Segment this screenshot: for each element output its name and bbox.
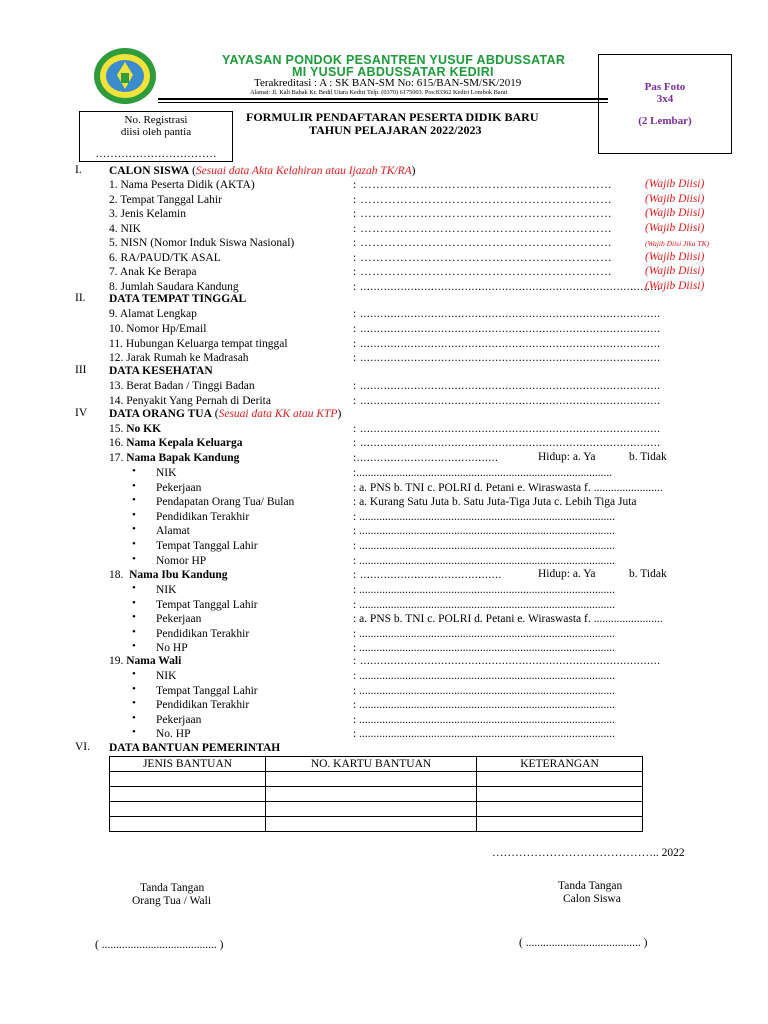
wajib-note: (Wajib Diisi Jika TK) (645, 239, 710, 248)
calon-siswa-label: 7. Anak Ke Berapa (109, 266, 197, 278)
section-6-title: DATA BANTUAN PEMERINTAH (109, 742, 281, 754)
section-1-title (109, 164, 416, 178)
ibu-text: Nama Ibu Kandung (129, 569, 228, 581)
wali-item-label: Tempat Tanggal Lahir (156, 684, 258, 697)
calon-siswa-label: 8. Jumlah Saudara Kandung (109, 280, 239, 293)
section-4-number: IV (75, 407, 88, 419)
bantuan-cell[interactable] (266, 787, 477, 802)
calon-siswa-label: 4. NIK (109, 222, 141, 235)
kesehatan-field[interactable]: : ......................................................................................... (353, 380, 661, 392)
bantuan-col-keterangan: KETERANGAN (477, 757, 643, 772)
bapak-item-field[interactable]: : ......................................................................................... (353, 510, 615, 523)
bapak-bullet: • (132, 538, 136, 550)
section-1-note: Sesuai data Akta Kelahiran atau Ijazah TK/RA (195, 165, 412, 177)
bantuan-cell[interactable] (266, 802, 477, 817)
wali-name-field[interactable]: : ......................................................................................... (353, 655, 661, 667)
bapak-bullet: • (132, 508, 136, 521)
ibu-item-label: NIK (156, 584, 177, 596)
section-2-number: II. (75, 292, 86, 304)
school-address: Alamat: Jl. Kali Babak Kr. Bedil Utara Kediri Telp. (0370) 6175003. Pos:83362 Kediri Lombok Barat (250, 89, 508, 96)
wali-item-label: Pendidikan Terakhir (156, 699, 250, 712)
ibu-name-field[interactable]: : .......................................... (353, 569, 502, 581)
bantuan-col-jenis: JENIS BANTUAN (110, 757, 266, 772)
ibu-item-label: Pendidikan Terakhir (156, 627, 250, 640)
bapak-tidak-option[interactable]: b. Tidak (629, 451, 667, 463)
wajib-note: (Wajib Diisi) (645, 192, 705, 205)
calon-siswa-field[interactable]: : ……………………………………………………… (353, 222, 613, 235)
wali-item-field[interactable]: : ......................................................................................... (353, 699, 615, 712)
no-kk-label (109, 422, 161, 436)
kepala-keluarga-number: 16. (109, 437, 124, 449)
photo-count: (2 Lembar) (638, 115, 692, 127)
bapak-item-label: Tempat Tanggal Lahir (156, 540, 258, 552)
tempat-tinggal-field[interactable]: : ......................................................................................... (353, 337, 661, 350)
bapak-item-label: Nomor HP (156, 554, 207, 567)
bantuan-cell[interactable] (110, 772, 266, 787)
bapak-item-field[interactable]: :......................................................................................... (353, 467, 613, 479)
wali-bullet: • (132, 668, 136, 680)
ibu-item-field[interactable]: : ......................................................................................... (353, 642, 615, 655)
foundation-name: YAYASAN PONDOK PESANTREN YUSUF ABDUSSATAR (222, 53, 566, 67)
bapak-item-label: Pekerjaan (156, 481, 202, 494)
ibu-hidup-option[interactable]: Hidup: a. Ya (538, 568, 596, 580)
bantuan-cell[interactable] (110, 787, 266, 802)
wali-bullet: • (132, 682, 136, 695)
section-1-heading: CALON SISWA (109, 165, 190, 177)
section-4-paren-open: ( (211, 408, 219, 420)
wali-text: Nama Wali (126, 655, 182, 667)
calon-siswa-field[interactable]: : ……………………………………………………… (353, 208, 613, 220)
ibu-bullet: • (132, 611, 136, 624)
wajib-note: (Wajib Diisi) (645, 207, 705, 219)
calon-siswa-field[interactable]: : ……………………………………………………… (353, 179, 613, 191)
bantuan-row[interactable] (110, 817, 643, 832)
no-kk-number: 15. (109, 423, 124, 435)
wajib-note: (Wajib Diisi) (645, 250, 705, 263)
wali-bullet: • (132, 726, 136, 739)
section-3-number: III (75, 364, 87, 376)
ibu-label (109, 568, 228, 582)
registration-label: No. Registrasi (124, 114, 188, 126)
bantuan-row[interactable] (110, 802, 643, 817)
bapak-name-field[interactable]: :.......................................... (353, 452, 499, 464)
calon-siswa-label: 1. Nama Peserta Didik (AKTA) (109, 179, 255, 191)
ibu-item-field[interactable]: : ......................................................................................... (353, 627, 615, 640)
bapak-bullet: • (132, 479, 136, 492)
bapak-bullet: • (132, 523, 136, 536)
ibu-item-field[interactable]: : a. PNS b. TNI c. POLRI d. Petani e. Wiraswasta f. ........................ (353, 613, 663, 626)
bapak-item-field[interactable]: : a. PNS b. TNI c. POLRI d. Petani e. Wiraswasta f. ........................ (353, 481, 663, 494)
ibu-bullet: • (132, 625, 136, 638)
student-signature-label: Tanda Tangan (558, 880, 623, 892)
wali-bullet: • (132, 711, 136, 724)
wali-label (109, 654, 181, 668)
bapak-bullet: • (132, 552, 136, 565)
bapak-label (109, 451, 239, 465)
section-3-title: DATA KESEHATAN (109, 365, 213, 377)
photo-size: 3x4 (656, 93, 674, 105)
bantuan-col-kartu: NO. KARTU BANTUAN (266, 757, 477, 772)
section-1-paren-open: ( (189, 165, 196, 177)
section-4-note: Sesuai data KK atau KTP (218, 408, 338, 420)
bapak-item-label: Pendidikan Terakhir (156, 510, 250, 523)
tempat-tinggal-label: 11. Hubungan Keluarga tempat tinggal (109, 337, 288, 350)
ibu-bullet: • (132, 582, 136, 594)
section-4-title (109, 407, 341, 421)
calon-siswa-field[interactable]: : ……………………………………………………… (353, 251, 613, 264)
bapak-item-field[interactable]: : ......................................................................................... (353, 540, 615, 552)
calon-siswa-label: 3. Jenis Kelamin (109, 208, 186, 220)
registration-number-field[interactable]: …………………………… (95, 148, 217, 160)
wali-bullet: • (132, 697, 136, 710)
section-2-title: DATA TEMPAT TINGGAL (109, 293, 247, 305)
tempat-tinggal-label: 9. Alamat Lengkap (109, 308, 197, 320)
tempat-tinggal-label: 10. Nomor Hp/Email (109, 322, 207, 335)
ibu-item-label: Pekerjaan (156, 613, 202, 626)
bapak-item-field[interactable]: : ......................................................................................... (353, 554, 615, 567)
wali-item-field[interactable]: : ......................................................................................... (353, 728, 615, 741)
bantuan-cell[interactable] (266, 772, 477, 787)
ibu-item-field[interactable]: : ......................................................................................... (353, 598, 615, 611)
bapak-hidup-option[interactable]: Hidup: a. Ya (538, 451, 596, 463)
wali-item-field[interactable]: : ......................................................................................... (353, 713, 615, 726)
no-kk-field[interactable]: : ......................................................................................... (353, 423, 661, 435)
kesehatan-field[interactable]: : ......................................................................................... (353, 394, 661, 407)
form-year: TAHUN PELAJARAN 2022/2023 (309, 123, 482, 137)
wajib-note: (Wajib Diisi) (645, 279, 705, 292)
tempat-tinggal-field[interactable]: : ......................................................................................... (353, 352, 661, 365)
wajib-note: (Wajib Diisi) (645, 221, 705, 234)
section-1-paren-close: ) (411, 165, 416, 177)
school-name: MI YUSUF ABDUSSATAR KEDIRI (292, 65, 494, 79)
bapak-item-label: Pendapatan Orang Tua/ Bulan (156, 496, 295, 509)
bantuan-cell[interactable] (110, 817, 266, 832)
bantuan-header-row (110, 757, 643, 772)
school-logo (93, 47, 157, 105)
no-kk-text: No KK (126, 423, 162, 435)
registration-note: diisi oleh pantia (120, 126, 192, 138)
wali-item-field[interactable]: : ......................................................................................... (353, 670, 615, 682)
bantuan-cell[interactable] (477, 802, 643, 817)
bantuan-row[interactable] (110, 772, 643, 787)
ibu-bullet: • (132, 640, 136, 653)
ibu-bullet: • (132, 596, 136, 609)
bantuan-cell[interactable] (477, 817, 643, 832)
section-6-number: VI. (75, 741, 91, 753)
bantuan-cell[interactable] (266, 817, 477, 832)
tempat-tinggal-field[interactable]: : ......................................................................................... (353, 322, 661, 335)
wali-item-label: No. HP (156, 728, 191, 741)
ibu-number: 18. (109, 569, 124, 581)
bantuan-row[interactable] (110, 787, 643, 802)
wajib-note: (Wajib Diisi) (645, 265, 705, 277)
bapak-item-label: NIK (156, 467, 177, 479)
bapak-text: Nama Bapak Kandung (126, 452, 240, 464)
calon-siswa-field[interactable]: : ……………………………………………………… (353, 237, 613, 249)
wali-item-label: NIK (156, 670, 177, 682)
kesehatan-label: 13. Berat Badan / Tinggi Badan (109, 380, 255, 392)
kesehatan-label: 14. Penyakit Yang Pernah di Derita (109, 394, 271, 407)
bapak-bullet: • (132, 465, 136, 477)
wali-item-label: Pekerjaan (156, 713, 202, 726)
header-rule (158, 98, 608, 100)
section-4-paren-close: ) (337, 408, 342, 420)
form-title: FORMULIR PENDAFTARAN PESERTA DIDIK BARU (246, 110, 539, 124)
date-field[interactable]: …………………………………….. 2022 (492, 847, 685, 859)
parent-signature-role: Orang Tua / Wali (132, 895, 212, 907)
section-4-heading: DATA ORANG TUA (109, 408, 212, 420)
bapak-item-field[interactable]: : a. Kurang Satu Juta b. Satu Juta-Tiga Juta c. Lebih Tiga Juta (353, 496, 637, 509)
section-1-number: I. (75, 164, 82, 176)
calon-siswa-field[interactable]: : ……………………………………………………… (353, 193, 613, 206)
calon-siswa-field[interactable]: : ......................................................................................... (353, 280, 661, 293)
calon-siswa-label: 6. RA/PAUD/TK ASAL (109, 251, 221, 264)
bapak-item-field[interactable]: : ......................................................................................... (353, 525, 615, 538)
calon-siswa-label: 2. Tempat Tanggal Lahir (109, 193, 222, 206)
parent-name-field[interactable]: ( ........................................ ) (95, 939, 224, 951)
ibu-item-field[interactable]: : ......................................................................................... (353, 584, 615, 596)
header-rule-thin (158, 102, 608, 103)
bantuan-cell[interactable] (477, 772, 643, 787)
wajib-note: (Wajib Diisi) (645, 178, 705, 190)
bapak-number: 17. (109, 452, 124, 464)
bapak-item-label: Alamat (156, 525, 190, 538)
student-signature-role: Calon Siswa (563, 893, 621, 905)
wali-number: 19. (109, 655, 124, 667)
kepala-keluarga-field[interactable]: : ......................................................................................... (353, 437, 661, 449)
parent-signature-label: Tanda Tangan (140, 882, 205, 894)
bantuan-cell[interactable] (110, 802, 266, 817)
photo-label: Pas Foto (644, 81, 686, 93)
ibu-item-label: Tempat Tanggal Lahir (156, 598, 258, 611)
photo-box (598, 54, 732, 154)
ibu-tidak-option[interactable]: b. Tidak (629, 568, 667, 580)
registration-box (79, 111, 233, 162)
bantuan-table (109, 756, 643, 832)
wali-item-field[interactable]: : ......................................................................................... (353, 684, 615, 697)
bantuan-cell[interactable] (477, 787, 643, 802)
student-name-field[interactable]: ( ........................................ ) (519, 937, 648, 949)
kepala-keluarga-text: Nama Kepala Keluarga (126, 437, 243, 449)
accreditation: Terakreditasi : A : SK BAN-SM No: 615/BAN-SM/SK/2019 (254, 77, 522, 89)
ibu-item-label: No HP (156, 642, 188, 655)
tempat-tinggal-label: 12. Jarak Rumah ke Madrasah (109, 352, 249, 365)
calon-siswa-field[interactable]: : ……………………………………………………… (353, 266, 613, 278)
kepala-keluarga-label (109, 436, 243, 450)
tempat-tinggal-field[interactable]: : ......................................................................................... (353, 308, 661, 320)
bapak-bullet: • (132, 494, 136, 507)
calon-siswa-label: 5. NISN (Nomor Induk Siswa Nasional) (109, 237, 295, 249)
